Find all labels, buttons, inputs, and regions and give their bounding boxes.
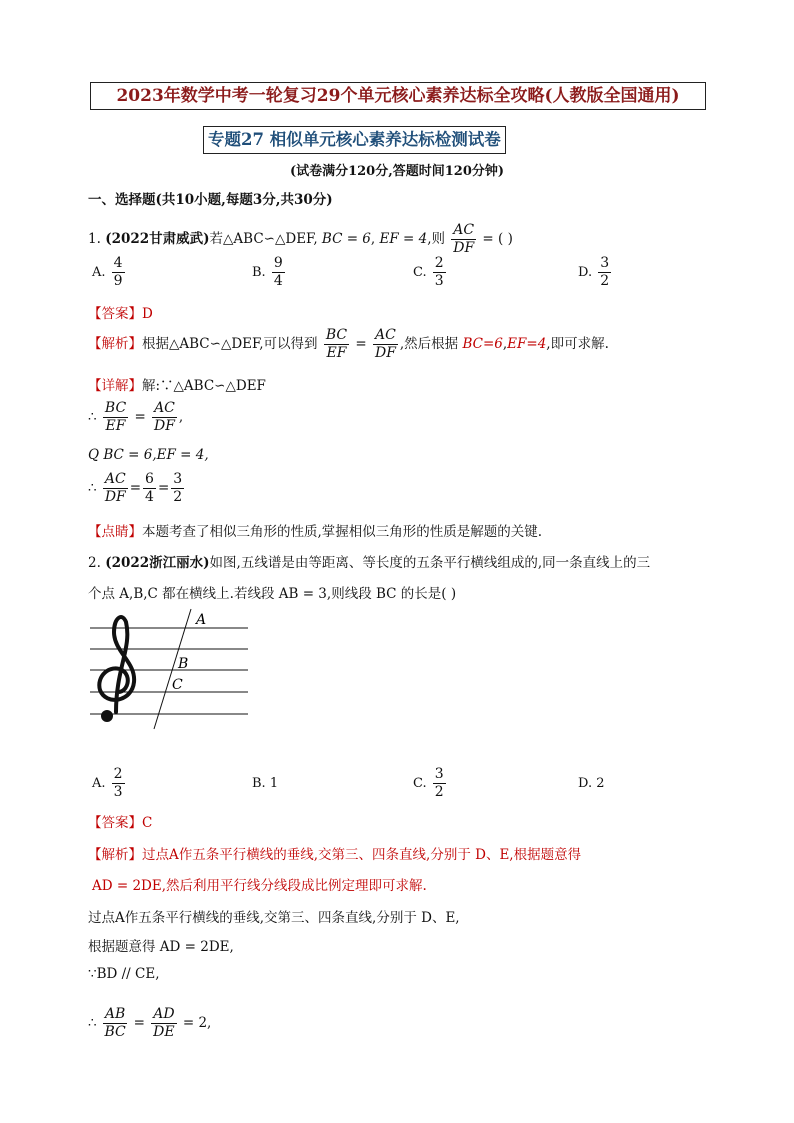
question-2-stem-line2: 个点 A,B,C 都在横线上.若线段 AB = 3,则线段 BC 的长是( )	[88, 586, 457, 602]
q2-option-a: A. $\frac{2}{3}$	[92, 766, 123, 800]
point-a-label: A	[196, 612, 207, 628]
q1-analysis: 【解析】根据△ABC∽△DEF,可以得到 $\frac{BC}{EF}$ = $\frac{AC}{DF}$ ,然后根据 BC=6,EF=4,即可求解.	[88, 327, 609, 361]
q2-option-c: C. $\frac{3}{2}$	[413, 766, 444, 800]
q1-fraction: $\frac{AC}{DF}$	[453, 222, 475, 256]
point-b-label: B	[178, 656, 189, 672]
q1-answer: 【答案】D	[88, 306, 153, 322]
exam-info: (试卷满分120分,答题时间120分钟)	[289, 164, 505, 179]
q1-ef: EF = 4	[379, 231, 428, 247]
q1-detail-line4: ∴ $\frac{AC}{DF}$ = $\frac{6}{4}$ = $\frac{3}{2}$	[88, 471, 183, 505]
q1-detail-line2: ∴ $\frac{BC}{EF}$ = $\frac{AC}{DF}$ ,	[88, 400, 184, 434]
q2-option-d: D. 2	[578, 776, 605, 791]
q1-comment: 【点睛】本题考查了相似三角形的性质,掌握相似三角形的性质是解题的关键.	[88, 524, 543, 540]
q2-detail-line4: ∴ $\frac{AB}{BC}$ = $\frac{AD}{DE}$ = 2,	[88, 1006, 212, 1040]
q1-option-d: D. $\frac{3}{2}$	[578, 255, 610, 289]
q2-option-b: B. 1	[252, 776, 279, 791]
q2-detail-line3: ∵BD // CE,	[88, 966, 160, 982]
q1-detail-line3: Q BC = 6,EF = 4,	[88, 447, 209, 463]
question-2-stem-line1: 2. (2022浙江丽水)如图,五线谱是由等距离、等长度的五条平行横线组成的,同一条直线上的三	[88, 555, 651, 571]
q1-option-b: B. $\frac{9}{4}$	[252, 255, 283, 289]
q2-answer: 【答案】C	[88, 815, 153, 831]
question-1-stem: 1. (2022甘肃威武)若△ABC∽△DEF, BC = 6, EF = 4,则 $\frac{AC}{DF}$ = ( )	[88, 222, 513, 256]
q1-number: 1.	[88, 231, 101, 247]
q1-stem-c: = ( )	[482, 231, 513, 247]
q1-stem-b: ,则	[427, 231, 445, 247]
q2-analysis-line1: 【解析】过点A作五条平行横线的垂线,交第三、四条直线,分别于 D、E,根据题意得	[88, 847, 582, 863]
document-main-title: 2023年数学中考一轮复习29个单元核心素养达标全攻略(人教版全国通用)	[90, 82, 706, 110]
q2-detail-line2: 根据题意得 AD = 2DE,	[88, 939, 234, 955]
q1-bc: BC = 6	[321, 231, 371, 247]
q1-option-a: A. $\frac{4}{9}$	[92, 255, 123, 289]
q2-analysis-line2: AD = 2DE,然后利用平行线分线段成比例定理即可求解.	[92, 878, 427, 894]
q1-stem-a: 若△ABC∽△DEF,	[209, 231, 318, 247]
q1-detail-line1: 【详解】解:∵△ABC∽△DEF	[88, 378, 266, 394]
section-heading: 一、选择题(共10小题,每题3分,共30分)	[88, 192, 333, 208]
topic-title: 专题27 相似单元核心素养达标检测试卷	[203, 126, 506, 154]
point-c-label: C	[172, 677, 183, 693]
q1-source: (2022甘肃威武)	[105, 231, 210, 247]
q1-option-c: C. $\frac{2}{3}$	[413, 255, 444, 289]
q2-detail-line1: 过点A作五条平行横线的垂线,交第三、四条直线,分别于 D、E,	[88, 910, 460, 926]
staff-figure	[90, 608, 260, 733]
